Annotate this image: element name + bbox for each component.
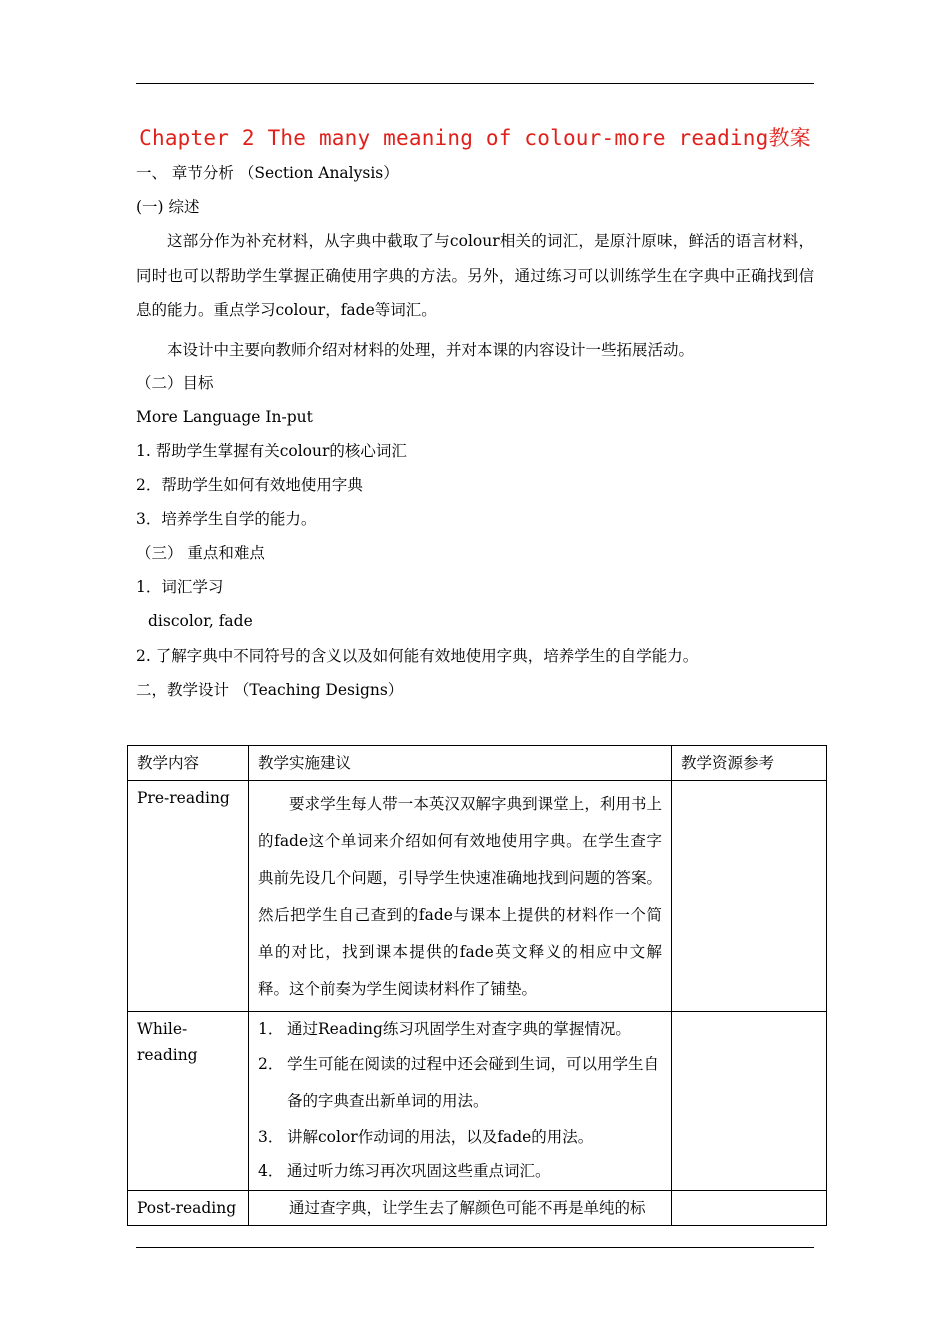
list-item [258, 1012, 662, 1046]
key-vocab-words: discolor, fade [148, 612, 253, 630]
list-number: 4． [258, 1162, 284, 1180]
goal-intro: More Language In-put [136, 408, 313, 426]
list-number: 1． [258, 1020, 284, 1038]
page-title: Chapter 2 The many meaning of colour-more reading教案 [139, 126, 811, 150]
table-header-row [128, 746, 827, 781]
sub2-heading: （二）目标 [136, 374, 214, 392]
section2-heading: 二，教学设计 （Teaching Designs） [136, 681, 404, 699]
resource-cell [672, 781, 827, 1012]
list-text: 通过Reading练习巩固学生对查字典的掌握情况。 [287, 1020, 631, 1038]
design-paragraph: 本设计中主要向教师介绍对材料的处理，并对本课的内容设计一些拓展活动。 [167, 341, 695, 359]
goal-item: 3．培养学生自学的能力。 [136, 510, 317, 528]
list-text: 通过听力练习再次巩固这些重点词汇。 [287, 1162, 551, 1180]
list-text: 讲解color作动词的用法，以及fade的用法。 [287, 1128, 594, 1146]
sub1-heading: (一) 综述 [136, 198, 200, 216]
teaching-design-table [127, 745, 827, 1226]
suggestion-cell [249, 781, 672, 1012]
resource-cell [672, 1012, 827, 1191]
list-item [258, 1046, 662, 1120]
table-row-post-reading [128, 1191, 827, 1226]
header-cell-resource: 教学资源参考 [672, 746, 827, 781]
list-text: 学生可能在阅读的过程中还会碰到生词，可以用学生自备的字典查出新单词的用法。 [287, 1055, 660, 1110]
goal-item: 2．帮助学生如何有效地使用字典 [136, 476, 363, 494]
list-item [258, 1120, 662, 1154]
key-point-2: 2. 了解字典中不同符号的含义以及如何能有效地使用字典，培养学生的自学能力。 [136, 647, 699, 665]
list-number: 3． [258, 1128, 284, 1146]
header-cell-content: 教学内容 [128, 746, 249, 781]
table-row-pre-reading [128, 781, 827, 1012]
overview-paragraph: 这部分作为补充材料，从字典中截取了与colour相关的词汇，是原汁原味，鲜活的语言材料，同时也可以帮助学生掌握正确使用字典的方法。另外，通过练习可以训练学生在字典中正确找到信息的能力。重点学习colour，fade等词汇。 [136, 232, 814, 319]
suggestion-cell [249, 1191, 672, 1226]
post-reading-text: 通过查字典，让学生去了解颜色可能不再是单纯的标 [289, 1199, 646, 1217]
list-number: 2． [258, 1055, 284, 1073]
stage-label: Post-reading [128, 1191, 249, 1226]
section1-heading: 一、 章节分析 （Section Analysis） [136, 164, 399, 182]
pre-reading-text: 要求学生每人带一本英汉双解字典到课堂上，利用书上的fade这个单词来介绍如何有效地使用字典。在学生查字典前先设几个问题，引导学生快速准确地找到问题的答案。然后把学生自己查到的fade与课本上提供的材料作一个简单的对比，找到课本提供的fade英文释义的相应中文解释。这个前奏为学生阅读材料作了铺垫。 [258, 795, 662, 998]
header-rule [136, 83, 814, 84]
suggestion-cell [249, 1012, 672, 1191]
stage-label: Pre-reading [128, 781, 249, 1012]
goal-item: 1. 帮助学生掌握有关colour的核心词汇 [136, 442, 407, 460]
header-cell-suggestion: 教学实施建议 [249, 746, 672, 781]
stage-label: While-reading [128, 1012, 249, 1191]
table-row-while-reading [128, 1012, 827, 1191]
sub3-heading: （三） 重点和难点 [136, 544, 265, 562]
resource-cell [672, 1191, 827, 1226]
key-vocab-heading: 1．词汇学习 [136, 578, 224, 596]
footer-rule [136, 1247, 814, 1248]
while-reading-list [258, 1012, 662, 1188]
list-item [258, 1154, 662, 1188]
